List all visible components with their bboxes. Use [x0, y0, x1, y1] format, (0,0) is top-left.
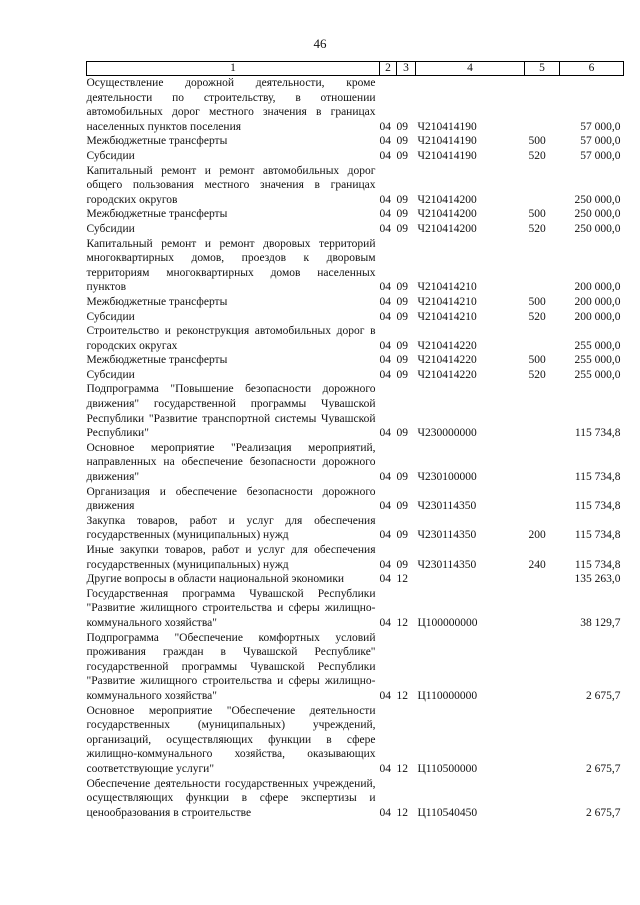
row-target-article: Ч230114350	[417, 558, 477, 571]
row-amount: 115 734,8	[574, 529, 621, 542]
row-target-article: Ч230114350	[417, 500, 477, 513]
row-name: Межбюджетные трансферты	[86, 135, 228, 148]
row-subsection: 09	[396, 222, 408, 235]
row-amount: 255 000,0	[574, 354, 621, 367]
header-col-6: 6	[560, 62, 624, 76]
row-name: Подпрограмма "Обеспечение комфортных условий проживания граждан в Чувашской Республике" государственной программы Чувашской Республики "Развитие жилищного строительства и сферы жилищно-коммунального хозяйства"	[86, 631, 376, 702]
row-amount: 115 734,8	[574, 471, 621, 484]
row-amount: 57 000,0	[580, 135, 621, 148]
row-expense-type	[525, 382, 560, 440]
row-name: Межбюджетные трансферты	[86, 295, 228, 308]
table-row	[87, 353, 624, 368]
row-expense-type: 520	[528, 368, 546, 381]
row-amount: 200 000,0	[574, 281, 621, 294]
row-target-article: Ч210414210	[417, 281, 477, 294]
row-name: Другие вопросы в области национальной экономики	[86, 573, 345, 586]
row-target-article: Ч210414210	[417, 295, 477, 308]
row-expense-type	[525, 485, 560, 514]
row-expense-type	[525, 324, 560, 353]
row-subsection: 09	[396, 208, 408, 221]
row-target-article: Ц110540450	[417, 806, 478, 819]
row-subsection: 09	[396, 368, 408, 381]
row-target-article: Ц110500000	[417, 762, 478, 775]
page-number: 46	[313, 36, 327, 51]
header-col-3: 3	[397, 62, 416, 76]
table-row	[87, 704, 624, 777]
row-target-article: Ч210414190	[417, 135, 477, 148]
row-section: 04	[379, 427, 391, 440]
row-expense-type: 520	[528, 222, 546, 235]
row-section: 04	[379, 208, 391, 221]
row-subsection: 09	[396, 471, 408, 484]
header-col-4: 4	[416, 62, 525, 76]
row-subsection: 09	[396, 193, 408, 206]
table-row	[87, 324, 624, 353]
row-amount: 115 734,8	[574, 427, 621, 440]
table-row	[87, 76, 624, 135]
row-subsection: 09	[396, 427, 408, 440]
row-name: Капитальный ремонт и ремонт дворовых территорий многоквартирных домов, проездов к дворовым территориям многоквартирных домов населенных пунктов	[86, 237, 376, 294]
table-row	[87, 237, 624, 295]
row-section: 04	[379, 135, 391, 148]
row-expense-type: 200	[528, 529, 546, 542]
row-section: 04	[379, 222, 391, 235]
row-name: Субсидии	[86, 222, 135, 235]
row-section: 04	[379, 529, 391, 542]
row-expense-type	[525, 572, 560, 587]
row-section: 04	[379, 281, 391, 294]
row-target-article: Ч230114350	[417, 529, 477, 542]
row-expense-type: 240	[528, 558, 546, 571]
row-amount: 2 675,7	[586, 689, 621, 702]
table-body	[87, 76, 624, 821]
row-subsection: 09	[396, 354, 408, 367]
row-expense-type	[525, 441, 560, 485]
row-amount: 2 675,7	[586, 762, 621, 775]
row-target-article: Ч210414200	[417, 208, 477, 221]
row-amount: 2 675,7	[586, 806, 621, 819]
row-subsection: 12	[396, 762, 408, 775]
row-subsection: 09	[396, 149, 408, 162]
row-expense-type	[525, 777, 560, 821]
row-target-article: Ч210414190	[417, 149, 477, 162]
row-subsection: 09	[396, 500, 408, 513]
header-col-2: 2	[380, 62, 397, 76]
row-name: Субсидии	[86, 368, 135, 381]
table-row	[87, 207, 624, 222]
row-name: Субсидии	[86, 149, 135, 162]
row-name: Иные закупки товаров, работ и услуг для обеспечения государственных (муниципальных) нужд	[86, 544, 376, 571]
table-row	[87, 572, 624, 587]
row-section: 04	[379, 368, 391, 381]
table-row	[87, 149, 624, 164]
row-section: 04	[379, 120, 391, 133]
row-target-article	[416, 572, 525, 587]
row-target-article: Ч210414220	[417, 339, 477, 352]
row-subsection: 09	[396, 310, 408, 323]
row-section: 04	[379, 193, 391, 206]
table-row	[87, 631, 624, 704]
table-row	[87, 295, 624, 310]
row-expense-type: 500	[528, 354, 546, 367]
row-name: Межбюджетные трансферты	[86, 354, 228, 367]
row-name: Подпрограмма "Повышение безопасности дорожного движения" государственной программы Чувашской Республики "Развитие транспортной системы Чувашской Республики"	[86, 383, 376, 440]
table-row	[87, 777, 624, 821]
row-section: 04	[379, 295, 391, 308]
row-name: Закупка товаров, работ и услуг для обеспечения государственных (муниципальных) нужд	[86, 514, 376, 542]
row-subsection: 12	[396, 616, 408, 629]
table-row	[87, 514, 624, 543]
table-row	[87, 368, 624, 383]
row-amount: 200 000,0	[574, 310, 621, 323]
row-expense-type: 520	[528, 310, 546, 323]
header-col-1: 1	[87, 62, 380, 76]
row-section: 04	[379, 310, 391, 323]
row-name: Обеспечение деятельности государственных учреждений, осуществляющих функции в сфере экспертизы и ценообразования в строительстве	[86, 777, 376, 819]
table-header-row	[87, 62, 624, 76]
row-expense-type: 500	[528, 208, 546, 221]
row-expense-type	[525, 704, 560, 777]
row-section: 04	[379, 762, 391, 775]
row-name: Межбюджетные трансферты	[86, 208, 228, 221]
row-subsection: 12	[396, 689, 408, 702]
row-section: 04	[379, 616, 391, 629]
table-row	[87, 587, 624, 631]
row-amount: 250 000,0	[574, 208, 621, 221]
row-section: 04	[379, 339, 391, 352]
row-subsection: 09	[396, 120, 408, 133]
row-section: 04	[379, 149, 391, 162]
row-amount: 255 000,0	[574, 339, 621, 352]
row-section: 04	[379, 806, 391, 819]
table-row	[87, 164, 624, 208]
row-section: 04	[379, 500, 391, 513]
row-subsection: 12	[396, 573, 408, 586]
row-name: Строительство и реконструкция автомобильных дорог в городских округах	[86, 325, 376, 352]
row-name: Капитальный ремонт и ремонт автомобильных дорог общего пользования местного значения в границах городских округов	[86, 164, 376, 206]
table-row	[87, 310, 624, 325]
row-amount: 200 000,0	[574, 295, 621, 308]
row-amount: 115 734,8	[574, 500, 621, 513]
row-name: Основное мероприятие "Реализация мероприятий, направленных на обеспечение безопасности дорожного движения"	[86, 441, 376, 484]
row-expense-type	[525, 164, 560, 208]
row-name: Субсидии	[86, 310, 135, 323]
row-amount: 38 129,7	[580, 616, 621, 629]
table-row	[87, 485, 624, 514]
header-col-5: 5	[525, 62, 560, 76]
row-target-article: Ч210414190	[417, 120, 477, 133]
row-section: 04	[379, 689, 391, 702]
row-target-article: Ч210414220	[417, 354, 477, 367]
row-section: 04	[379, 558, 391, 571]
row-amount: 250 000,0	[574, 193, 621, 206]
row-target-article: Ч210414200	[417, 222, 477, 235]
row-target-article: Ц110000000	[417, 689, 478, 702]
table-row	[87, 441, 624, 485]
row-section: 04	[379, 573, 391, 586]
row-expense-type: 500	[528, 295, 546, 308]
row-amount: 135 263,0	[574, 573, 621, 586]
row-expense-type: 520	[528, 149, 546, 162]
row-target-article: Ч210414200	[417, 193, 477, 206]
row-target-article: Ч230100000	[417, 471, 477, 484]
row-expense-type	[525, 237, 560, 295]
budget-table	[86, 61, 624, 820]
row-subsection: 09	[396, 295, 408, 308]
row-amount: 255 000,0	[574, 368, 621, 381]
row-subsection: 09	[396, 558, 408, 571]
row-expense-type	[525, 587, 560, 631]
row-name: Государственная программа Чувашской Республики "Развитие жилищного строительства и сферы жилищно-коммунального хозяйства"	[86, 587, 376, 629]
row-amount: 250 000,0	[574, 222, 621, 235]
row-target-article: Ч210414220	[417, 368, 477, 381]
table-row	[87, 222, 624, 237]
row-expense-type	[525, 76, 560, 135]
row-amount: 115 734,8	[574, 558, 621, 571]
row-subsection: 09	[396, 339, 408, 352]
table-row	[87, 134, 624, 149]
row-expense-type: 500	[528, 135, 546, 148]
row-subsection: 09	[396, 281, 408, 294]
row-target-article: Ч210414210	[417, 310, 477, 323]
row-expense-type	[525, 631, 560, 704]
table-row	[87, 382, 624, 440]
row-target-article: Ч230000000	[417, 427, 477, 440]
row-name: Основное мероприятие "Обеспечение деятельности государственных (муниципальных) учреждений, организаций, осуществляющих функции в сфере жилищно-коммунального хозяйства, оказывающих соответствующие услуги"	[86, 704, 376, 775]
row-name: Организация и обеспечение безопасности дорожного движения	[86, 485, 376, 513]
row-section: 04	[379, 354, 391, 367]
row-subsection: 09	[396, 529, 408, 542]
table-row	[87, 543, 624, 572]
row-target-article: Ц100000000	[417, 616, 478, 629]
row-amount: 57 000,0	[580, 149, 621, 162]
row-subsection: 12	[396, 806, 408, 819]
row-amount: 57 000,0	[580, 120, 621, 133]
row-section: 04	[379, 471, 391, 484]
row-subsection: 09	[396, 135, 408, 148]
row-name: Осуществление дорожной деятельности, кроме деятельности по строительству, в отношении автомобильных дорог местного значения в границах населенных пунктов поселения	[86, 77, 376, 133]
